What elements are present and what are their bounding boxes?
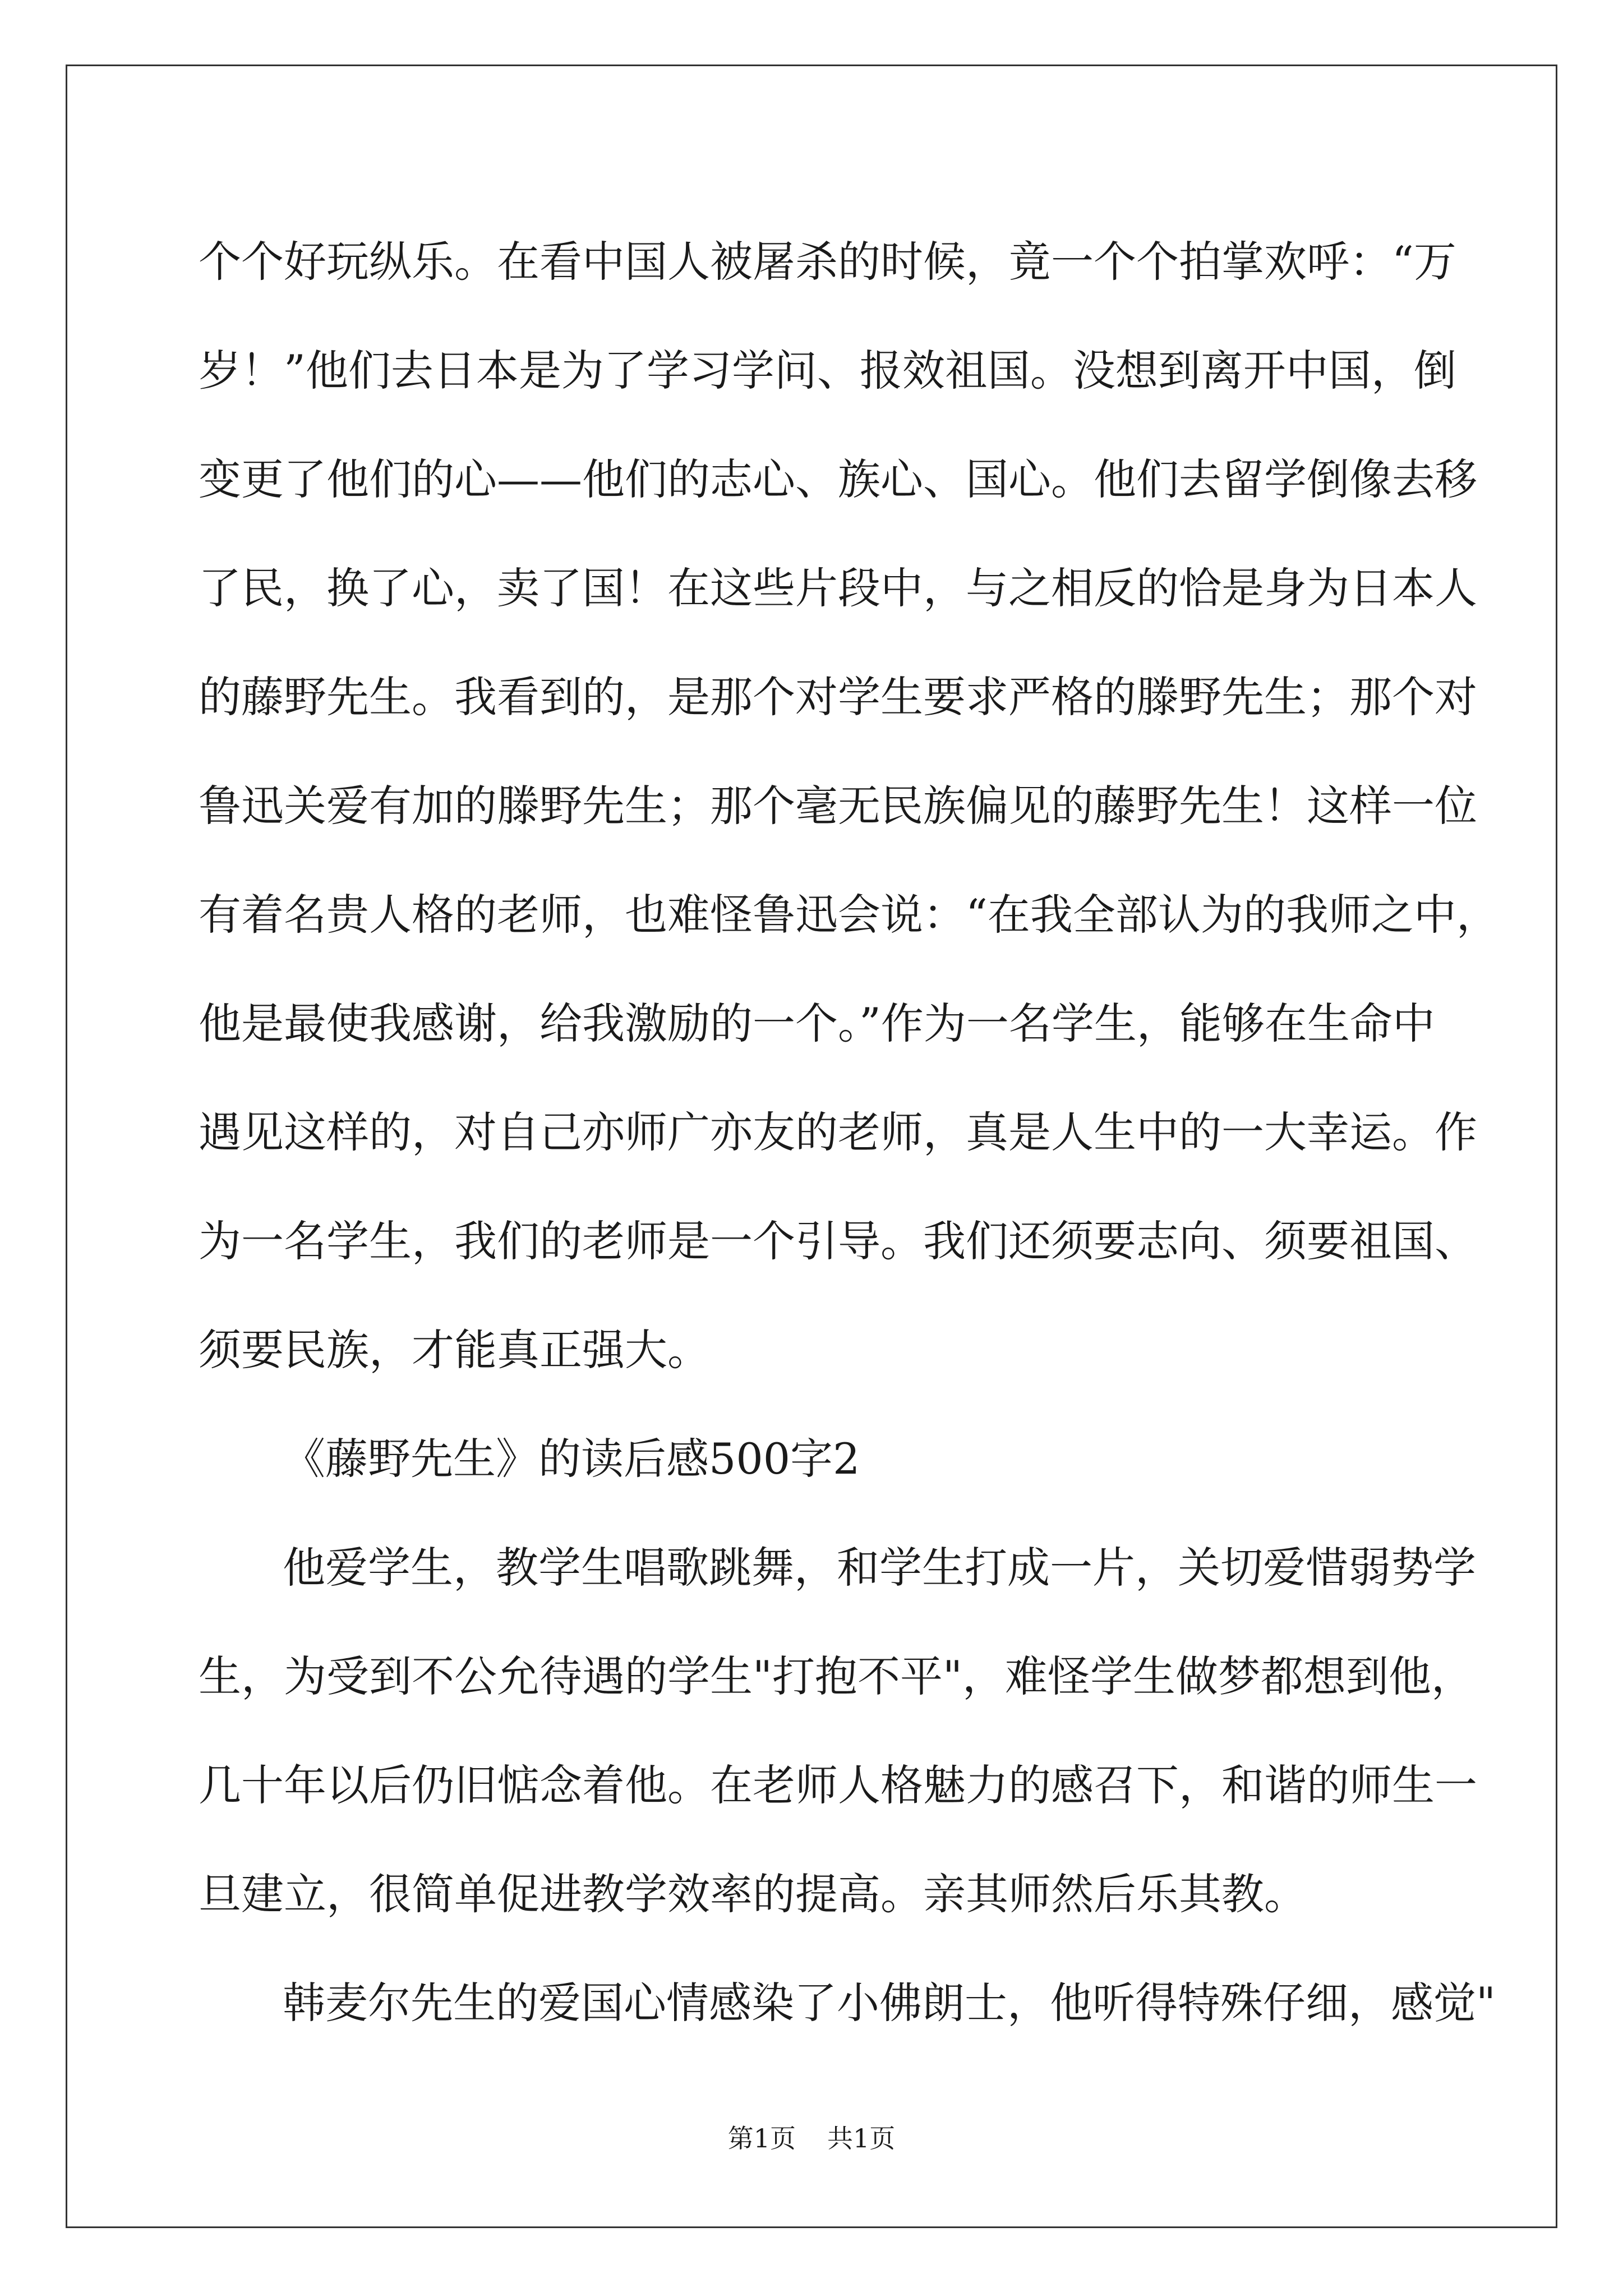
text-line: 为一名学生，我们的老师是一个引导。我们还须要志向、须要祖国、 (199, 1216, 1477, 1266)
text-line: 韩麦尔先生的爱国心情感染了小佛朗士，他听得特殊仔细，感觉" (283, 1978, 1496, 2028)
section-title: 《藤野先生》的读后感500字2 (283, 1434, 860, 1484)
text-line: 几十年以后仍旧惦念着他。在老师人格魅力的感召下，和谐的师生一 (199, 1760, 1477, 1810)
text-line: 岁！”他们去日本是为了学习学问、报效祖国。没想到离开中国，倒 (199, 346, 1456, 395)
text-line: 他爱学生，教学生唱歌跳舞，和学生打成一片，关切爱惜弱势学 (283, 1543, 1476, 1593)
text-line: 遇见这样的，对自己亦师广亦友的老师，真是人生中的一大幸运。作 (199, 1107, 1477, 1157)
text-line: 个个好玩纵乐。在看中国人被屠杀的时候，竟一个个拍掌欢呼：“万 (199, 237, 1456, 287)
text-line: 变更了他们的心——他们的志心、族心、国心。他们去留学倒像去移 (199, 454, 1477, 504)
text-line: 有着名贵人格的老师，也难怪鲁迅会说：“在我全部认为的我师之中， (199, 890, 1499, 940)
text-line: 了民，换了心，卖了国！在这些片段中，与之相反的恰是身为日本人 (199, 563, 1477, 613)
text-line: 旦建立，很简单促进教学效率的提高。亲其师然后乐其教。 (199, 1869, 1307, 1919)
text-line: 生，为受到不公允待遇的学生"打抱不平"，难怪学生做梦都想到他， (199, 1651, 1474, 1701)
text-line: 他是最使我感谢，给我激励的一个。”作为一名学生，能够在生命中 (199, 999, 1435, 1048)
page-footer (0, 2122, 1623, 2155)
text-line: 鲁迅关爱有加的滕野先生；那个毫无民族偏见的藤野先生！这样一位 (199, 781, 1477, 831)
page-total: 共1页 (827, 2123, 896, 2154)
text-line: 须要民族，才能真正强大。 (199, 1325, 710, 1375)
document-body (199, 208, 1499, 2058)
page-number: 第1页 (727, 2123, 796, 2154)
text-line: 的藤野先生。我看到的，是那个对学生要求严格的滕野先生；那个对 (199, 672, 1477, 722)
